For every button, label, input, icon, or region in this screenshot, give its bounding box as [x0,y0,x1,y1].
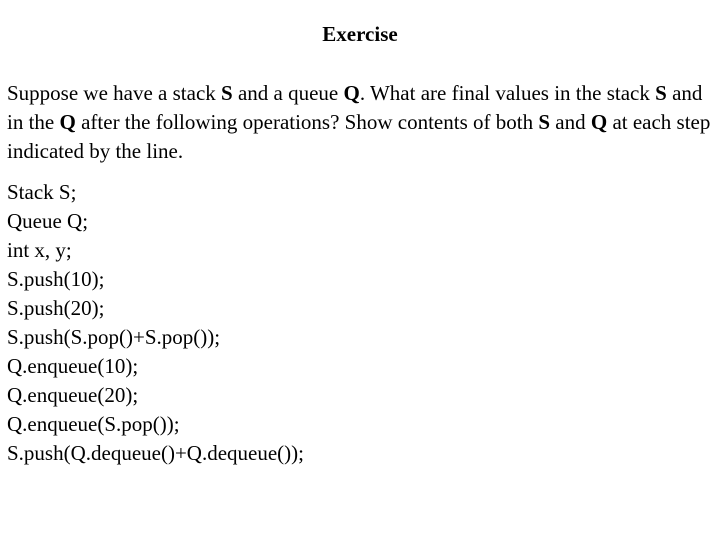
code-line: S.push(Q.dequeue()+Q.dequeue()); [7,441,304,465]
code-line: Stack S; [7,180,77,204]
prompt-text: after the following operations? Show contents of both [75,110,539,134]
prompt-text: . What are final values in the stack [359,81,656,105]
prompt-bold-stack: S [538,110,551,134]
prompt-bold-stack: S [221,81,233,105]
code-line: S.push(S.pop()+S.pop()); [7,325,221,349]
prompt-bold-queue: Q [590,110,608,134]
code-line: S.push(20); [7,296,105,320]
code-line: Q.enqueue(S.pop()); [7,412,180,436]
prompt-bold-queue: Q [59,110,76,134]
code-listing [7,178,713,468]
prompt-text: and in the [7,81,703,134]
code-line: Queue Q; [7,209,89,233]
code-line: Q.enqueue(10); [7,354,139,378]
prompt-bold-queue: Q [343,81,360,105]
code-line: Q.enqueue(20); [7,383,139,407]
code-line: S.push(10); [7,267,105,291]
exercise-prompt [7,79,713,166]
prompt-text: Suppose we have a stack [7,81,222,105]
prompt-text: at each step indicated by the line. [7,110,711,163]
prompt-text: and a queue [232,81,344,105]
prompt-text: and [550,110,591,134]
code-line: int x, y; [7,238,72,262]
prompt-bold-stack: S [655,81,667,105]
exercise-title: Exercise [322,22,398,46]
